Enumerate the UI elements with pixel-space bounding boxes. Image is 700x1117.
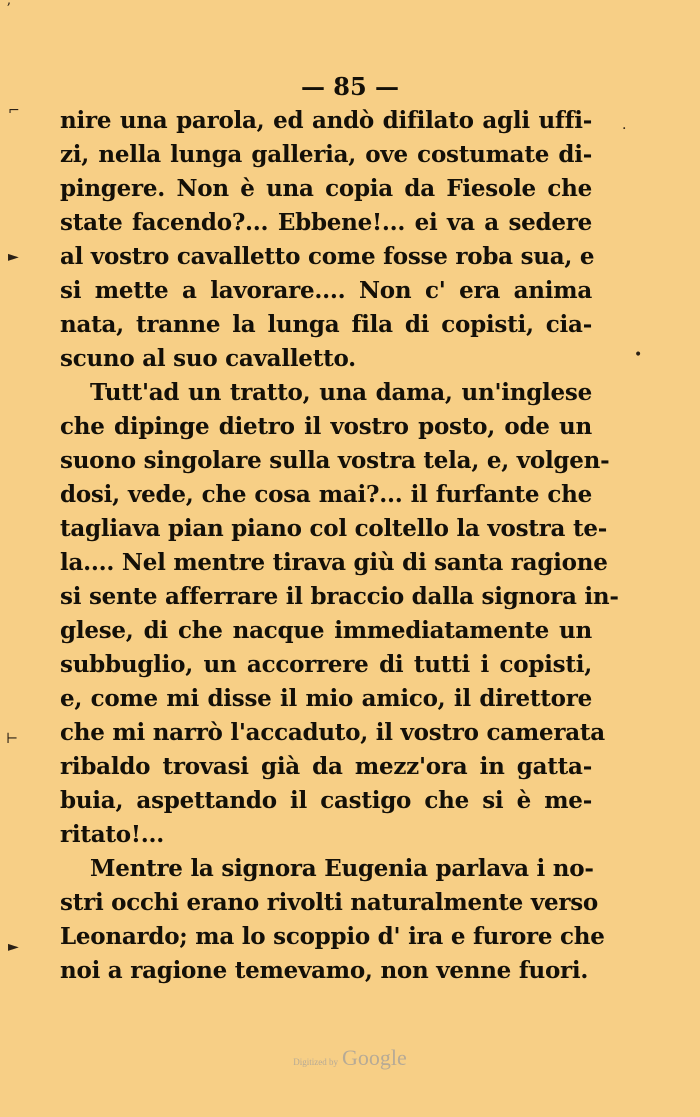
text-line: buia, aspettando il castigo che si è me- xyxy=(60,787,592,814)
watermark-prefix: Digitized by xyxy=(293,1057,338,1067)
text-line: nata, tranne la lunga fila di copisti, cia- xyxy=(60,311,592,338)
text-line: si sente afferrare il braccio dalla signora in- xyxy=(60,583,619,610)
margin-arrow-icon: ► xyxy=(8,939,19,955)
text-line: ribaldo trovasi già da mezz'ora in gatta- xyxy=(60,753,592,780)
scan-speck-mark: • xyxy=(634,347,643,363)
paragraph-start-line: Tutt'ad un tratto, una dama, un'inglese xyxy=(90,379,592,406)
paragraph-start-line: Mentre la signora Eugenia parlava i no- xyxy=(90,855,594,882)
digitized-watermark xyxy=(0,1045,700,1071)
text-line: stri occhi erano rivolti naturalmente verso xyxy=(60,889,598,916)
text-line: e, come mi disse il mio amico, il direttore xyxy=(60,685,592,712)
text-line: subbuglio, un accorrere di tutti i copisti, xyxy=(60,651,592,678)
text-line: ritato!... xyxy=(60,821,164,848)
watermark-brand: Google xyxy=(341,1045,407,1070)
margin-arrow-icon: ► xyxy=(8,249,19,265)
scan-speck-mark: ⌐ xyxy=(8,103,20,119)
text-line: pingere. Non è una copia da Fiesole che xyxy=(60,175,592,202)
text-line: che dipinge dietro il vostro posto, ode un xyxy=(60,413,592,440)
body-text xyxy=(60,104,619,988)
text-line: state facendo?... Ebbene!... ei va a sedere xyxy=(60,209,592,236)
text-line: glese, di che nacque immediatamente un xyxy=(60,617,592,644)
text-line: suono singolare sulla vostra tela, e, volgen- xyxy=(60,447,610,474)
text-line: tagliava pian piano col coltello la vostra te- xyxy=(60,515,608,542)
text-line: si mette a lavorare.... Non c' era anima xyxy=(60,277,592,304)
text-line: noi a ragione temevamo, non venne fuori. xyxy=(60,957,589,984)
text-line: zi, nella lunga galleria, ove costumate di- xyxy=(60,141,592,168)
text-line: al vostro cavalletto come fosse roba sua, e xyxy=(60,243,595,270)
text-line: nire una parola, ed andò difilato agli uffi- xyxy=(60,107,592,134)
text-line: Leonardo; ma lo scoppio d' ira e furore che xyxy=(60,923,605,950)
text-line: la.... Nel mentre tirava giù di santa ragione xyxy=(60,549,608,576)
text-line: scuno al suo cavalletto. xyxy=(60,345,356,372)
scan-speck-mark: · xyxy=(622,121,627,137)
text-line: che mi narrò l'accaduto, il vostro camerata xyxy=(60,719,605,746)
page-number: — 85 — xyxy=(300,72,400,101)
text-line: dosi, vede, che cosa mai?... il furfante che xyxy=(60,481,592,508)
scan-speck-mark: ʼ xyxy=(6,1,11,17)
margin-arrow-icon: ⊢ xyxy=(6,731,19,747)
